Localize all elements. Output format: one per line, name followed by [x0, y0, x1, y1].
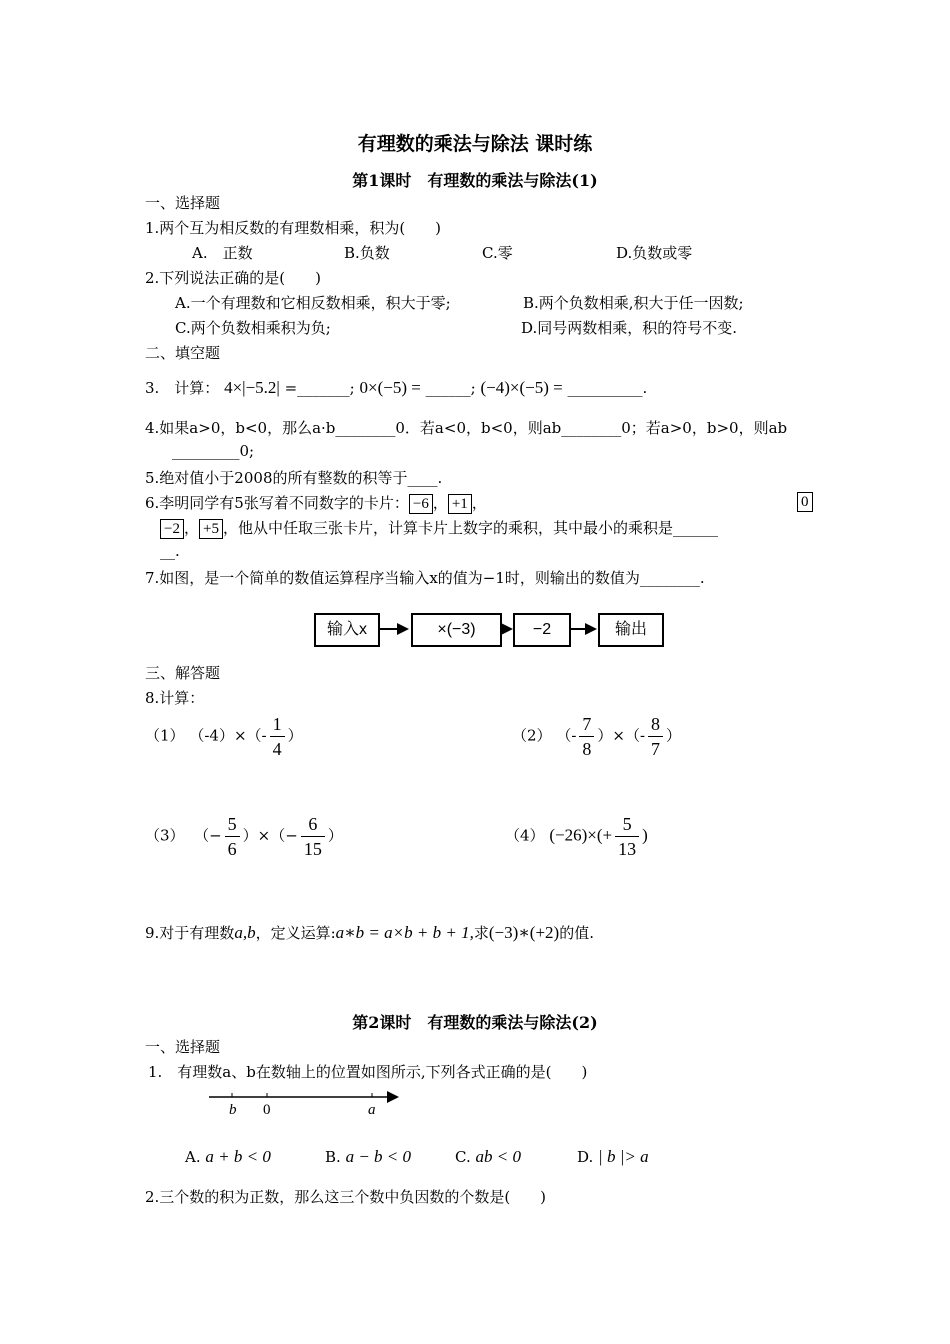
q3-blank2: ______;	[425, 379, 476, 397]
l2-q1-d-label: D.	[577, 1148, 594, 1166]
flow-arrow-1	[378, 628, 398, 630]
flow-arrowhead-2	[501, 623, 513, 635]
q1-option-b: B.负数	[344, 244, 390, 262]
q8-p1-post: ）	[287, 726, 303, 745]
q8-p2-fraction2	[648, 712, 663, 761]
q8-part4	[505, 812, 648, 861]
number-line	[205, 1085, 405, 1119]
q8-p1-tag: （1）	[145, 726, 185, 745]
q9-mid: ，定义运算:	[255, 924, 336, 942]
flow-arrowhead-1	[397, 623, 409, 635]
q8-part1	[145, 712, 303, 761]
card-5: +5	[199, 519, 223, 539]
q6-text: 6.李明同学有5张写着不同数字的卡片：	[145, 494, 409, 512]
q4-line1: 4.如果a>0，b<0，那么a·b________0．若a<0，b<0，则ab________0；若a>0，b>0，则ab	[145, 419, 788, 437]
q9-expr: a∗b = a×b + b + 1,	[335, 923, 474, 942]
l2-q1-c-expr: ab < 0	[475, 1147, 521, 1166]
q5: 5.绝对值小于2008的所有整数的积等于____.	[145, 469, 443, 487]
q2-stem: 2.下列说法正确的是( )	[145, 269, 322, 287]
q8-p2-num: 7	[579, 712, 594, 737]
q8-p3-post: ）	[327, 826, 343, 845]
l2-q1-stem: 1. 有理数a、b在数轴上的位置如图所示,下列各式正确的是( )	[148, 1063, 588, 1081]
q9-vars: a,b	[234, 923, 256, 942]
q8-p4-pre: (−26)×(+	[549, 825, 613, 845]
q9-end: 的值.	[559, 924, 594, 942]
q4-line2: _________0;	[172, 442, 255, 460]
card-4: −2	[160, 519, 184, 539]
q8-p3-fraction2	[301, 812, 325, 861]
label-a: a	[368, 1102, 376, 1118]
label-zero: 0	[263, 1102, 271, 1118]
q8-part2	[512, 712, 681, 761]
q1-stem: 1.两个互为相反数的有理数相乘，积为( )	[145, 219, 442, 237]
q8-p2-den2: 7	[651, 739, 661, 759]
q7: 7.如图，是一个简单的数值运算程序当输入x的值为−1时，则输出的数值为________.	[145, 569, 705, 587]
card-3: 0	[797, 492, 813, 512]
q8-p3-fraction1	[225, 812, 240, 861]
q8-p2-tag: （2）	[512, 726, 552, 745]
q6-line1: 6.李明同学有5张写着不同数字的卡片： −6 ， +1 ，	[145, 494, 487, 512]
q6-line2: −2 ， +5 ，他从中任取三张卡片，计算卡片上数字的乘积，其中最小的乘积是______	[160, 517, 718, 539]
l2-q1-a-label: A.	[185, 1148, 201, 1166]
q9-ask: 求	[473, 924, 489, 942]
section-fill: 二、填空题	[145, 344, 221, 362]
l2-q1-b-expr: a − b < 0	[345, 1147, 412, 1166]
page-title: 有理数的乘法与除法 课时练	[357, 133, 593, 155]
q3-eq1: =_______;	[284, 379, 355, 397]
q8-p3-num2: 6	[301, 812, 325, 837]
card-2: +1	[448, 494, 472, 514]
q9-expr2: (−3)∗(+2)	[488, 923, 560, 942]
q1-option-c: C.零	[482, 244, 513, 262]
flow-input-box: 输入x	[314, 613, 380, 647]
q8-p4-fraction	[615, 812, 639, 861]
q8-p4-tag: （4）	[505, 826, 545, 845]
lesson2-heading: 第2课时 有理数的乘法与除法(2)	[352, 1013, 598, 1032]
q6-line3: __.	[160, 542, 180, 560]
q8-label: 8.计算：	[145, 689, 205, 707]
q2-option-a: A.一个有理数和它相反数相乘，积大于零;	[175, 294, 451, 312]
q8-part3	[145, 812, 343, 861]
q3-blank3: __________.	[567, 379, 648, 397]
q8-p2-fraction1	[579, 712, 594, 761]
q2-option-d: D.同号两数相乘，积的符号不变.	[521, 319, 738, 337]
flow-output-box: 输出	[598, 613, 664, 647]
lesson1-heading: 第1课时 有理数的乘法与除法(1)	[352, 171, 598, 190]
section-answer: 三、解答题	[145, 664, 221, 682]
q8-p4-post: )	[642, 825, 648, 845]
q8-p2-pre: （-	[556, 726, 577, 745]
q8-p1-den: 4	[272, 739, 282, 759]
flow-arrow-3	[569, 628, 585, 630]
l2-q2: 2.三个数的积为正数，那么这三个数中负因数的个数是( )	[145, 1188, 547, 1206]
l2-q1-d-expr: | b |> a	[598, 1147, 649, 1166]
l2-section-choice: 一、选择题	[145, 1038, 221, 1056]
q3	[145, 377, 647, 398]
q3-expr3: (−4)×(−5) =	[480, 378, 563, 397]
q8-p1-fraction	[270, 712, 285, 761]
q8-p3-num: 5	[225, 812, 240, 837]
l2-q1-option-b	[325, 1147, 411, 1167]
q8-p4-den: 13	[618, 839, 637, 859]
l2-q1-c-label: C.	[455, 1148, 471, 1166]
q8-p1-num: 1	[270, 712, 285, 737]
number-line-arrow	[387, 1091, 399, 1103]
q2-option-c: C.两个负数相乘积为负;	[175, 319, 331, 337]
q8-p3-den: 6	[227, 839, 237, 859]
l2-q1-option-c	[455, 1147, 521, 1167]
q6-text2: ，他从中任取三张卡片，计算卡片上数字的乘积，其中最小的乘积是______	[222, 519, 718, 537]
q8-p2-den: 8	[582, 739, 592, 759]
q8-p1-pre: （-4）×（-	[189, 726, 267, 745]
l2-q1-b-label: B.	[325, 1148, 341, 1166]
flow-multiply-box: ×(−3)	[411, 613, 502, 647]
q9-prefix: 9.对于有理数	[145, 924, 235, 942]
q8-p3-den2: 15	[303, 839, 322, 859]
q1-option-d: D.负数或零	[616, 244, 693, 262]
label-b: b	[229, 1102, 237, 1118]
l2-q1-option-d	[577, 1147, 649, 1167]
card-1: −6	[409, 494, 433, 514]
q8-p2-num2: 8	[648, 712, 663, 737]
q3-expr2: 0×(−5) =	[359, 378, 421, 397]
q8-p2-mid: ）×（-	[597, 726, 646, 745]
q2-option-b: B.两个负数相乘,积大于任一因数;	[523, 294, 744, 312]
q8-p3-tag: （3）	[145, 826, 185, 845]
section-choice: 一、选择题	[145, 194, 221, 212]
q9	[145, 922, 594, 943]
flow-minus-box: −2	[513, 613, 571, 647]
q8-p3-pre: （−	[194, 826, 222, 845]
flow-arrowhead-3	[585, 623, 597, 635]
q1-option-a: A. 正数	[192, 244, 253, 262]
l2-q1-option-a	[185, 1147, 271, 1167]
q3-prefix: 3. 计算：	[145, 379, 220, 397]
q8-p2-post: ）	[666, 726, 682, 745]
q8-p4-num: 5	[615, 812, 639, 837]
q3-expr1: 4×|−5.2|	[224, 378, 280, 397]
q8-p3-mid: ）×（−	[242, 826, 298, 845]
l2-q1-a-expr: a + b < 0	[205, 1147, 271, 1166]
